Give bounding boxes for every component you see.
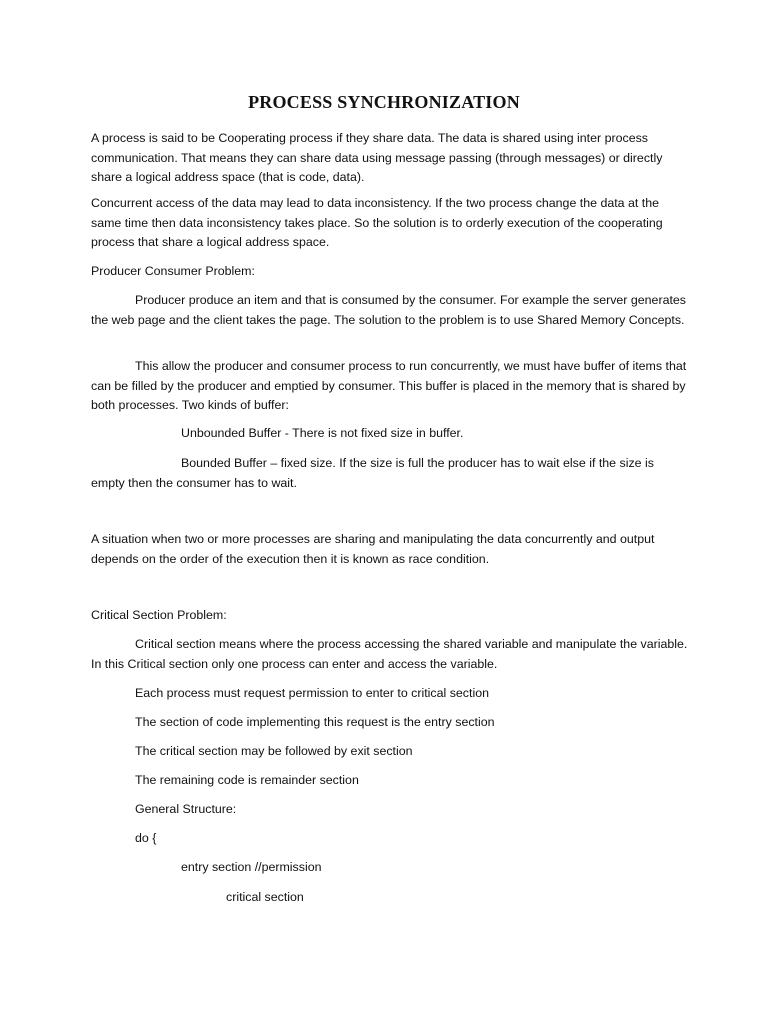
page-title: PROCESS SYNCHRONIZATION — [248, 92, 520, 112]
list-item-general-structure: General Structure: — [135, 802, 237, 816]
paragraph-buffer: This allow the producer and consumer process to run concurrently, we must have buffer of items that can be filled by the producer and emptied by consumer. This buffer is placed in the memory that is shared by both processes. Two kinds of buffer: — [91, 359, 687, 412]
paragraph-critical-section: Critical section means where the process accessing the shared variable and manipulate the variable. In this Critical section only one process can enter and access the variable. — [91, 637, 688, 671]
list-item-request-permission: Each process must request permission to enter to critical section — [135, 686, 489, 700]
list-item-remainder-section: The remaining code is remainder section — [135, 773, 359, 787]
code-line-do: do { — [135, 831, 157, 845]
paragraph-unbounded-buffer: Unbounded Buffer - There is not fixed size in buffer. — [181, 426, 464, 440]
paragraph-bounded-buffer: Bounded Buffer – fixed size. If the size is full the producer has to wait else if the size is empty then the consumer has to wait. — [91, 456, 654, 490]
paragraph-race-condition: A situation when two or more processes are sharing and manipulating the data concurrently and output depends on the order of the execution then it is known as race condition. — [91, 532, 655, 566]
heading-critical-section: Critical Section Problem: — [91, 608, 227, 622]
paragraph-concurrent-access: Concurrent access of the data may lead to data inconsistency. If the two process change the data at the same time then data inconsistency takes place. So the solution is to orderly execution of the cooperating process that share a logical address space. — [91, 196, 663, 249]
list-item-entry-section: The section of code implementing this request is the entry section — [135, 715, 495, 729]
paragraph-producer-produce: Producer produce an item and that is consumed by the consumer. For example the server generates the web page and the client takes the page. The solution to the problem is to use Shared Memory Concepts. — [91, 293, 686, 327]
code-line-critical-section: critical section — [226, 890, 304, 904]
paragraph-cooperating-process: A process is said to be Cooperating process if they share data. The data is shared using inter process communication. That means they can share data using message passing (through messages) or directly share a logical address space (that is code, data). — [91, 131, 663, 184]
heading-producer-consumer: Producer Consumer Problem: — [91, 264, 255, 278]
code-line-entry-section: entry section //permission — [181, 860, 322, 874]
list-item-exit-section: The critical section may be followed by exit section — [135, 744, 413, 758]
